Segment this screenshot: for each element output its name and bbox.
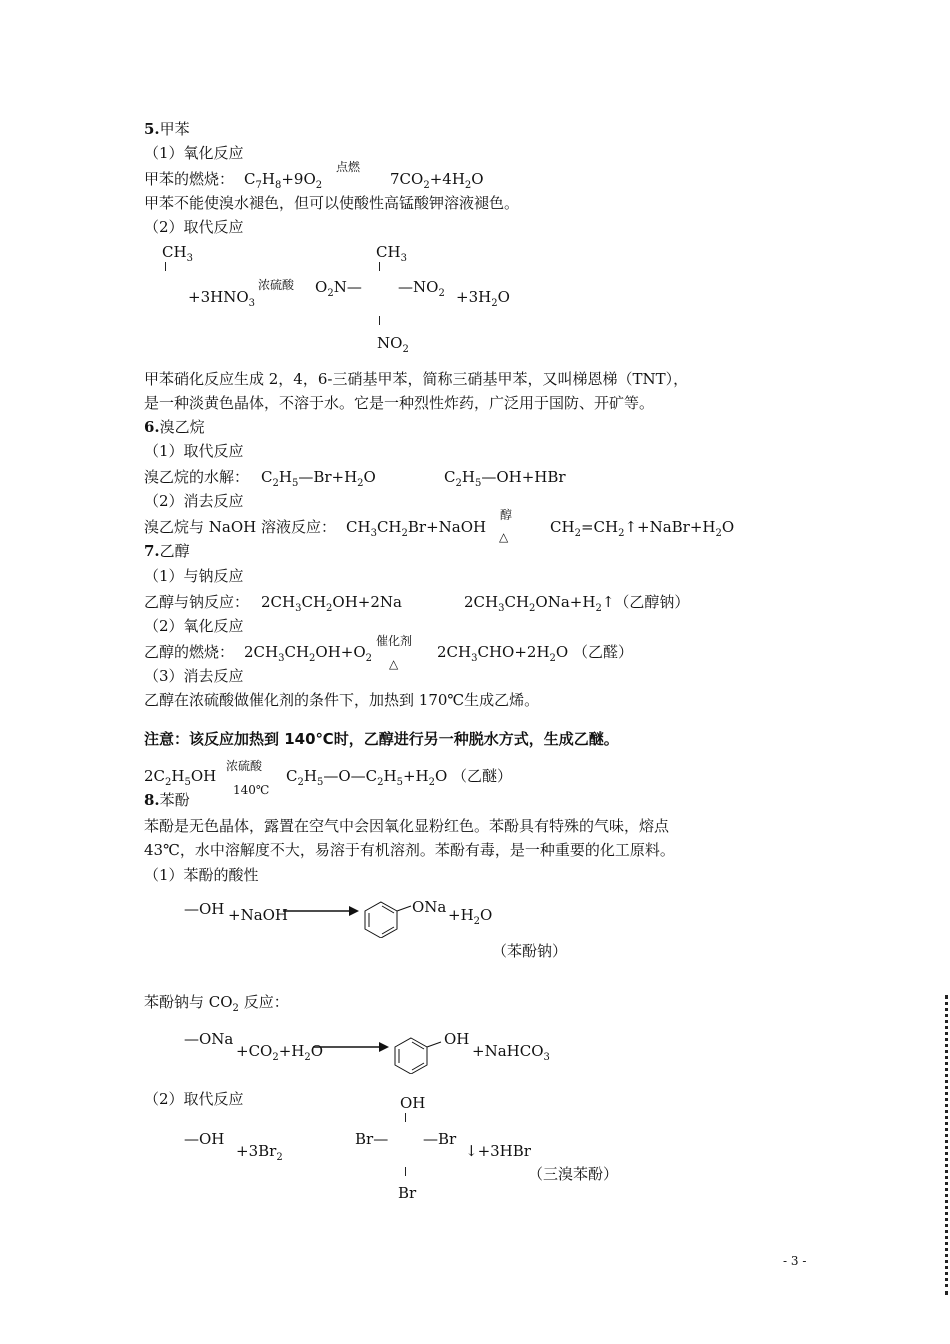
s8-heading-substitution: （2）取代反应 <box>144 1090 244 1108</box>
s8-acid-h2o: $+H_2O$ <box>448 906 493 927</box>
s5-note: 甲苯不能使溴水褪色，但可以使酸性高锰酸钾溶液褪色。 <box>144 194 520 212</box>
s7-ox-cond-bottom: △ <box>389 657 399 671</box>
s6-hydro-label: 溴乙烷的水解： <box>144 468 250 486</box>
s7-ether-right: $C_2H_5—O—C_2H_5+H_2O$ （乙醚） <box>286 767 513 788</box>
s5-reagent-hno3: $+3HNO_3$ <box>188 288 255 309</box>
reaction-arrowhead <box>379 1042 389 1052</box>
s5-h2o: $+3H_2O$ <box>456 288 510 309</box>
s7-heading-oxidation: （2）氧化反应 <box>144 617 244 635</box>
s5-heading-substitution: （2）取代反应 <box>144 218 244 236</box>
s5-bond-left <box>165 262 166 271</box>
s7-ether-cond-bottom: 140℃ <box>233 783 270 797</box>
s8-co2-reagent: $+CO_2+H_2O$ <box>236 1042 324 1063</box>
s6-elim-label: 溴乙烷与 NaOH 溶液反应： <box>144 518 336 536</box>
s7-ether-left: $2C_2H_5OH$ <box>144 767 217 788</box>
s7-na-label: 乙醇与钠反应： <box>144 593 250 611</box>
s5-o2n: $O_2N—$ <box>315 278 362 299</box>
benzene-ring <box>365 902 397 938</box>
s8-co2-diagram <box>313 1034 449 1074</box>
s8-co2-oh: OH <box>444 1030 470 1048</box>
s8-acid-reagent: +NaOH <box>228 906 289 924</box>
s7-note: 注意：该反应加热到 140℃时，乙醇进行另一种脱水方式，生成乙醚。 <box>144 730 619 748</box>
s8-sub-oh-top: OH <box>400 1094 426 1112</box>
s7-ox-cond-top: 催化剂 <box>376 634 413 648</box>
s8-acid-product-name: （苯酚钠） <box>492 942 568 960</box>
s5-heading-oxidation: （1）氧化反应 <box>144 144 244 162</box>
s8-sub-br-bottom: Br <box>398 1184 417 1202</box>
s8-sub-br-left: Br— <box>355 1130 389 1148</box>
section-6-title: 6.溴乙烷 <box>144 418 205 436</box>
s8-acid-diagram <box>283 898 419 938</box>
s5-bond-bottom <box>379 316 380 325</box>
s5-combust-condition: 点燃 <box>336 160 361 174</box>
s5-combust-label: 甲苯的燃烧： <box>144 170 235 188</box>
s5-ch3-right: $CH_3$ <box>376 243 407 264</box>
s5-no2-bottom: $NO_2$ <box>377 334 409 355</box>
page-number: - 3 - <box>783 1254 807 1268</box>
s7-ox-left: $2CH_3CH_2OH+O_2$ <box>244 643 373 664</box>
s5-condition: 浓硫酸 <box>258 278 295 292</box>
s8-sub-reagent: $+3Br_2$ <box>236 1142 283 1163</box>
section-8-title: 8.苯酚 <box>144 791 190 809</box>
s5-combust-left: $C_7H_8+9O_2$ <box>244 170 323 191</box>
s7-elim-text: 乙醇在浓硫酸做催化剂的条件下，加热到 170℃生成乙烯。 <box>144 691 540 709</box>
s7-ox-label: 乙醇的燃烧： <box>144 643 235 661</box>
s7-heading-sodium: （1）与钠反应 <box>144 567 244 585</box>
section-7-title: 7.乙醇 <box>144 542 190 560</box>
s8-heading-acidity: （1）苯酚的酸性 <box>144 866 259 884</box>
s8-co2-ona: —ONa <box>184 1030 234 1048</box>
s8-desc-line1: 苯酚是无色晶体，露置在空气中会因氧化显粉红色。苯酚具有特殊的气味，熔点 <box>144 817 670 835</box>
s8-co2-label: 苯酚钠与 $CO_2$ 反应： <box>144 993 289 1014</box>
s7-heading-elimination: （3）消去反应 <box>144 667 244 685</box>
benzene-ring <box>395 1038 427 1074</box>
s8-sub-bond-bottom <box>405 1167 406 1176</box>
s8-sub-br-right: —Br <box>423 1130 457 1148</box>
s7-na-left: $2CH_3CH_2OH+2Na$ <box>261 593 402 614</box>
s6-heading-elimination: （2）消去反应 <box>144 492 244 510</box>
s5-no2-right: $—NO_2$ <box>398 278 445 299</box>
s7-ox-right: $2CH_3CHO+2H_2O$ （乙醛） <box>437 643 633 664</box>
s8-co2-product: +NaHCO$_3$ <box>472 1042 550 1063</box>
s8-acid-oh: —OH <box>184 900 225 918</box>
s5-bond-top <box>379 262 380 271</box>
s5-ch3-left: $CH_3$ <box>162 243 193 264</box>
s8-acid-ona: ONa <box>412 898 447 916</box>
s8-sub-oh: —OH <box>184 1130 225 1148</box>
s6-elim-left: $CH_3CH_2Br+NaOH$ <box>346 518 487 539</box>
s8-desc-line2: 43℃，水中溶解度不大，易溶于有机溶剂。苯酚有毒，是一种重要的化工原料。 <box>144 841 675 859</box>
s8-sub-hbr: ↓+3HBr <box>465 1142 531 1160</box>
binding-margin-line <box>945 995 948 1295</box>
s6-heading-substitution: （1）取代反应 <box>144 442 244 460</box>
s5-tnt-line1: 甲苯硝化反应生成 2，4，6-三硝基甲苯，简称三硝基甲苯，又叫梯恩梯（TNT）， <box>144 370 689 388</box>
s7-na-right: $2CH_3CH_2ONa+H_2↑$（乙醇钠） <box>464 593 690 614</box>
section-5-title: 5.甲苯 <box>144 120 190 138</box>
s6-hydro-right: $C_2H_5—OH+HBr$ <box>444 468 566 489</box>
s5-combust-right: $7CO_2+4H_2O$ <box>390 170 484 191</box>
s6-hydro-left: $C_2H_5—Br+H_2O$ <box>261 468 376 489</box>
s6-elim-right: $CH_2=CH_2↑+NaBr+H_2O$ <box>550 518 735 539</box>
s5-tnt-line2: 是一种淡黄色晶体，不溶于水。它是一种烈性炸药，广泛用于国防、开矿等。 <box>144 394 655 412</box>
s8-sub-product-name: （三溴苯酚） <box>528 1165 619 1183</box>
s7-ether-cond-top: 浓硫酸 <box>226 759 263 773</box>
reaction-arrowhead <box>349 906 359 916</box>
s6-elim-cond-top: 醇 <box>500 508 513 522</box>
s8-sub-bond-top <box>405 1113 406 1122</box>
s6-elim-cond-bottom: △ <box>499 530 509 544</box>
